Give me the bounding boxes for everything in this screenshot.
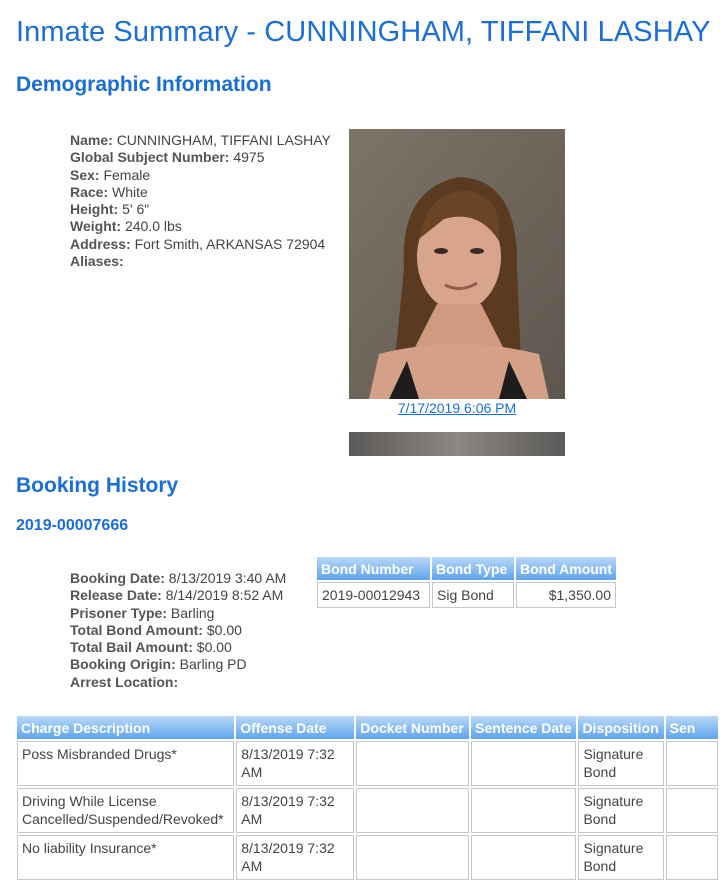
col-charge-description[interactable]: Charge Description [17, 716, 234, 739]
charges-table [15, 714, 720, 882]
prisoner-type-value: Barling [170, 604, 215, 621]
photo-date-link[interactable]: 7/17/2019 6:06 PM [397, 400, 517, 416]
sentence-cell [666, 788, 718, 833]
disposition-cell: Signature Bond [578, 835, 663, 880]
address-row: Address: Fort Smith, ARKANSAS 72904 [70, 235, 326, 252]
docket-number-cell [356, 741, 469, 786]
disposition-cell: Signature Bond [578, 741, 663, 786]
charge-description-cell: Poss Misbranded Drugs* [17, 741, 234, 786]
booking-details [70, 570, 286, 691]
col-bond-amount[interactable]: Bond Amount [516, 557, 616, 580]
total-bail-value: $0.00 [196, 639, 232, 656]
sex-row: Sex: Female [70, 166, 151, 183]
sex-value: Female [103, 166, 151, 183]
height-row: Height: 5' 6" [70, 201, 150, 218]
charge-description-cell: Driving While License Cancelled/Suspended/Revoked* [17, 788, 234, 833]
total-bail-row: Total Bail Amount: $0.00 [70, 639, 232, 656]
table-row [17, 835, 718, 880]
col-docket-number[interactable]: Docket Number [356, 716, 469, 739]
col-bond-type[interactable]: Bond Type [432, 557, 514, 580]
sentence-date-cell [471, 741, 576, 786]
bond-amount-cell: $1,350.00 [516, 582, 616, 608]
demographic-heading: Demographic Information [16, 73, 272, 96]
bond-number-cell: 2019-00012943 [317, 582, 430, 608]
page-title: Inmate Summary - CUNNINGHAM, TIFFANI LASHAY [16, 16, 711, 48]
height-value: 5' 6" [122, 201, 150, 218]
sentence-cell [666, 835, 718, 880]
demographic-details [70, 132, 331, 270]
charges-table-header [17, 716, 718, 739]
weight-row: Weight: 240.0 lbs [70, 218, 182, 235]
aliases-row: Aliases: [70, 253, 124, 270]
mugshot-photo[interactable] [349, 129, 565, 399]
sentence-date-cell [471, 788, 576, 833]
weight-value: 240.0 lbs [124, 218, 182, 235]
sentence-date-cell [471, 835, 576, 880]
name-row: Name: CUNNINGHAM, TIFFANI LASHAY [70, 132, 331, 148]
address-value: Fort Smith, ARKANSAS 72904 [134, 235, 326, 252]
booking-date-value: 8/13/2019 3:40 AM [168, 570, 287, 586]
total-bond-value: $0.00 [206, 621, 242, 638]
bond-type-cell: Sig Bond [432, 582, 514, 608]
booking-origin-value: Barling PD [179, 656, 247, 673]
offense-date-cell: 8/13/2019 7:32 AM [236, 741, 354, 786]
subject-number-value: 4975 [233, 149, 265, 166]
booking-date-row: Booking Date: 8/13/2019 3:40 AM [70, 570, 287, 586]
bond-table [315, 555, 618, 610]
bond-table-header [317, 557, 616, 580]
subject-number-row: Global Subject Number: 4975 [70, 149, 265, 166]
docket-number-cell [356, 788, 469, 833]
sentence-cell [666, 741, 718, 786]
col-sentence[interactable]: Sen [666, 716, 718, 739]
table-row [17, 741, 718, 786]
portrait-image-icon [349, 129, 565, 399]
col-sentence-date[interactable]: Sentence Date [471, 716, 576, 739]
race-row: Race: White [70, 183, 148, 200]
release-date-value: 8/14/2019 8:52 AM [165, 587, 284, 604]
table-row [17, 788, 718, 833]
offense-date-cell: 8/13/2019 7:32 AM [236, 835, 354, 880]
booking-origin-row: Booking Origin: Barling PD [70, 656, 247, 673]
table-row [317, 582, 616, 608]
name-value: CUNNINGHAM, TIFFANI LASHAY [116, 132, 331, 148]
release-date-row: Release Date: 8/14/2019 8:52 AM [70, 587, 284, 604]
charge-description-cell: No liability Insurance* [17, 835, 234, 880]
arrest-location-row: Arrest Location: [70, 673, 179, 690]
total-bond-row: Total Bond Amount: $0.00 [70, 621, 242, 638]
docket-number-cell [356, 835, 469, 880]
offense-date-cell: 8/13/2019 7:32 AM [236, 788, 354, 833]
second-photo-thumbnail[interactable] [349, 432, 565, 456]
prisoner-type-row: Prisoner Type: Barling [70, 604, 215, 621]
booking-number: 2019-00007666 [16, 517, 129, 534]
disposition-cell: Signature Bond [578, 788, 663, 833]
race-value: White [112, 183, 148, 200]
booking-history-heading: Booking History [16, 474, 179, 497]
col-bond-number[interactable]: Bond Number [317, 557, 430, 580]
col-disposition[interactable]: Disposition [578, 716, 663, 739]
col-offense-date[interactable]: Offense Date [236, 716, 354, 739]
